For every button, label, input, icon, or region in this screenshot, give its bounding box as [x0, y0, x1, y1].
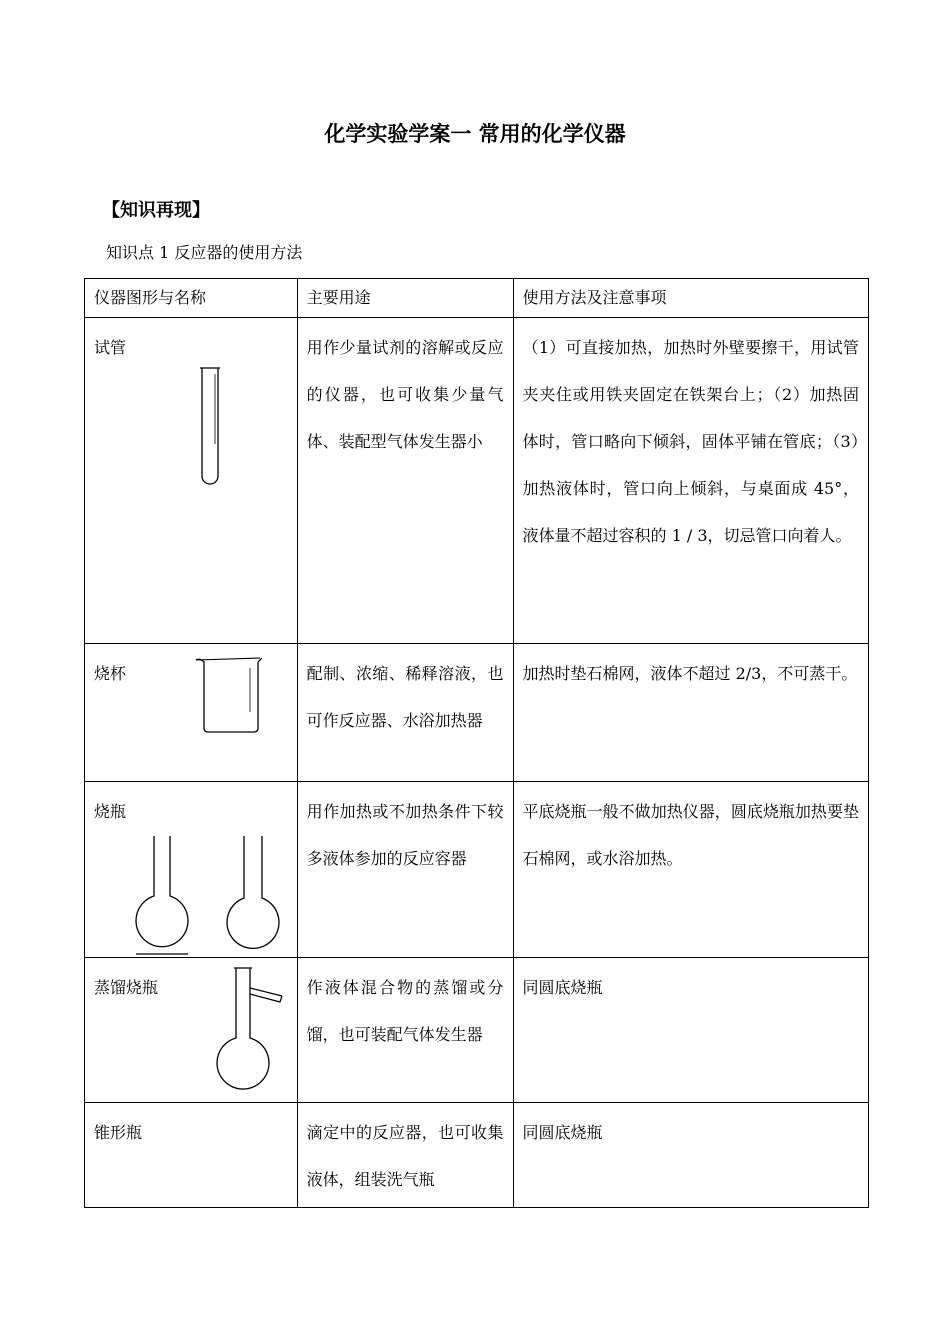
- distillation-flask-icon: [204, 966, 284, 1100]
- table-row: [85, 644, 869, 782]
- instrument-cell: [85, 782, 298, 958]
- table-row: [85, 958, 869, 1103]
- instrument-name: 试管: [94, 338, 127, 357]
- instrument-name: 烧瓶: [94, 802, 127, 821]
- table-row: [85, 1103, 869, 1208]
- section-heading: 【知识再现】: [102, 200, 210, 221]
- table-row: [85, 318, 869, 644]
- instrument-cell: [85, 644, 298, 782]
- instrument-name: 蒸馏烧瓶: [94, 978, 159, 997]
- instrument-cell: [85, 958, 298, 1103]
- notes-cell: （1）可直接加热，加热时外壁要擦干，用试管夹夹住或用铁夹固定在铁架台上；（2）加热固体时，管口略向下倾斜，固体平铺在管底；（3）加热液体时，管口向上倾斜，与桌面成 45°，液体量不超过容积的 1 / 3，切忌管口向着人。: [513, 318, 869, 644]
- header-cell: 使用方法及注意事项: [513, 279, 869, 318]
- beaker-icon: [190, 654, 262, 734]
- page-title: 化学实验学案一 常用的化学仪器: [324, 122, 626, 146]
- notes-cell: 平底烧瓶一般不做加热仪器，圆底烧瓶加热要垫石棉网，或水浴加热。: [513, 782, 869, 958]
- use-cell: 滴定中的反应器，也可收集液体，组装洗气瓶: [297, 1103, 513, 1208]
- header-cell: 主要用途: [297, 279, 513, 318]
- subheading: 知识点 1 反应器的使用方法: [106, 243, 303, 262]
- instrument-cell: [85, 1103, 298, 1208]
- header-cell: 仪器图形与名称: [85, 279, 298, 318]
- use-cell: 用作加热或不加热条件下较多液体参加的反应容器: [297, 782, 513, 958]
- use-cell: 作液体混合物的蒸馏或分馏，也可装配气体发生器: [297, 958, 513, 1103]
- notes-cell: 同圆底烧瓶: [513, 1103, 869, 1208]
- notes-cell: 加热时垫石棉网，液体不超过 2/3，不可蒸干。: [513, 644, 869, 782]
- instrument-table: [84, 278, 869, 1208]
- notes-cell: 同圆底烧瓶: [513, 958, 869, 1103]
- instrument-name: 烧杯: [94, 664, 127, 683]
- table-header-row: [85, 279, 869, 318]
- flask-icon: [134, 834, 314, 959]
- instrument-cell: [85, 318, 298, 644]
- use-cell: 用作少量试剂的溶解或反应的仪器，也可收集少量气体、装配型气体发生器小: [297, 318, 513, 644]
- test-tube-icon: [190, 364, 230, 494]
- instrument-name: 锥形瓶: [94, 1123, 143, 1142]
- use-cell: 配制、浓缩、稀释溶液，也可作反应器、水浴加热器: [297, 644, 513, 782]
- table-row: [85, 782, 869, 958]
